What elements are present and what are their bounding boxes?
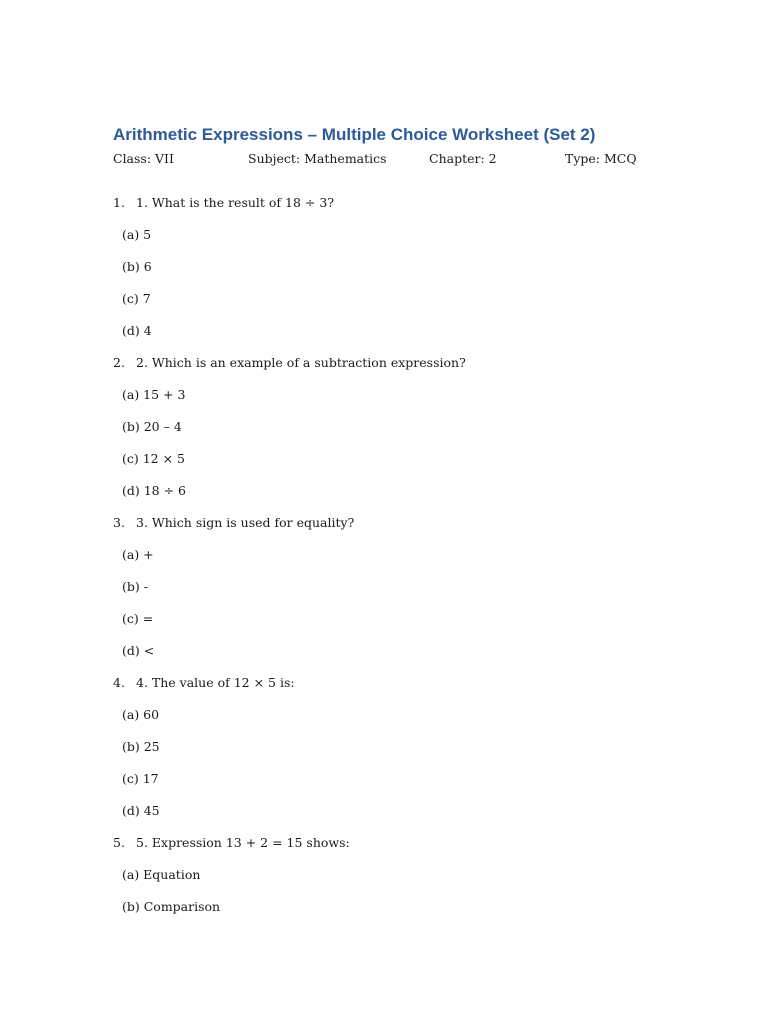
option: (a) 5 (122, 227, 152, 242)
option: (c) 17 (122, 771, 159, 786)
option: (b) - (122, 579, 148, 594)
question-list (113, 193, 673, 929)
question-text: 2. Which is an example of a subtraction expression? (136, 355, 466, 370)
option: (a) + (122, 547, 154, 562)
option: (b) 20 – 4 (122, 419, 182, 434)
question-number: 3. (113, 515, 125, 530)
question-item (113, 513, 673, 673)
question-item (113, 193, 673, 353)
option: (d) 4 (122, 323, 152, 338)
worksheet-page (113, 124, 673, 929)
option: (d) 45 (122, 803, 160, 818)
option: (b) Comparison (122, 899, 221, 914)
question-text: 5. Expression 13 + 2 = 15 shows: (136, 835, 350, 850)
question-text: 1. What is the result of 18 ÷ 3? (136, 195, 335, 210)
worksheet-title: Arithmetic Expressions – Multiple Choice Worksheet (Set 2) (113, 125, 596, 144)
question-number: 5. (113, 835, 125, 850)
option: (d) < (122, 643, 155, 658)
option: (b) 6 (122, 259, 152, 274)
meta-chapter: Chapter: 2 (429, 151, 497, 166)
question-item (113, 353, 673, 513)
option: (c) 12 × 5 (122, 451, 186, 466)
meta-subject: Subject: Mathematics (248, 151, 387, 166)
question-number: 1. (113, 195, 125, 210)
meta-type: Type: MCQ (565, 151, 637, 166)
option: (b) 25 (122, 739, 160, 754)
option: (d) 18 ÷ 6 (122, 483, 187, 498)
question-text: 3. Which sign is used for equality? (136, 515, 355, 530)
question-number: 2. (113, 355, 125, 370)
option: (a) 60 (122, 707, 160, 722)
question-text: 4. The value of 12 × 5 is: (136, 675, 295, 690)
option: (c) 7 (122, 291, 151, 306)
worksheet-meta (113, 150, 673, 168)
option: (a) 15 + 3 (122, 387, 186, 402)
meta-class: Class: VII (113, 151, 174, 166)
option: (a) Equation (122, 867, 201, 882)
option: (c) = (122, 611, 154, 626)
question-item (113, 673, 673, 833)
question-number: 4. (113, 675, 125, 690)
question-item (113, 833, 673, 929)
